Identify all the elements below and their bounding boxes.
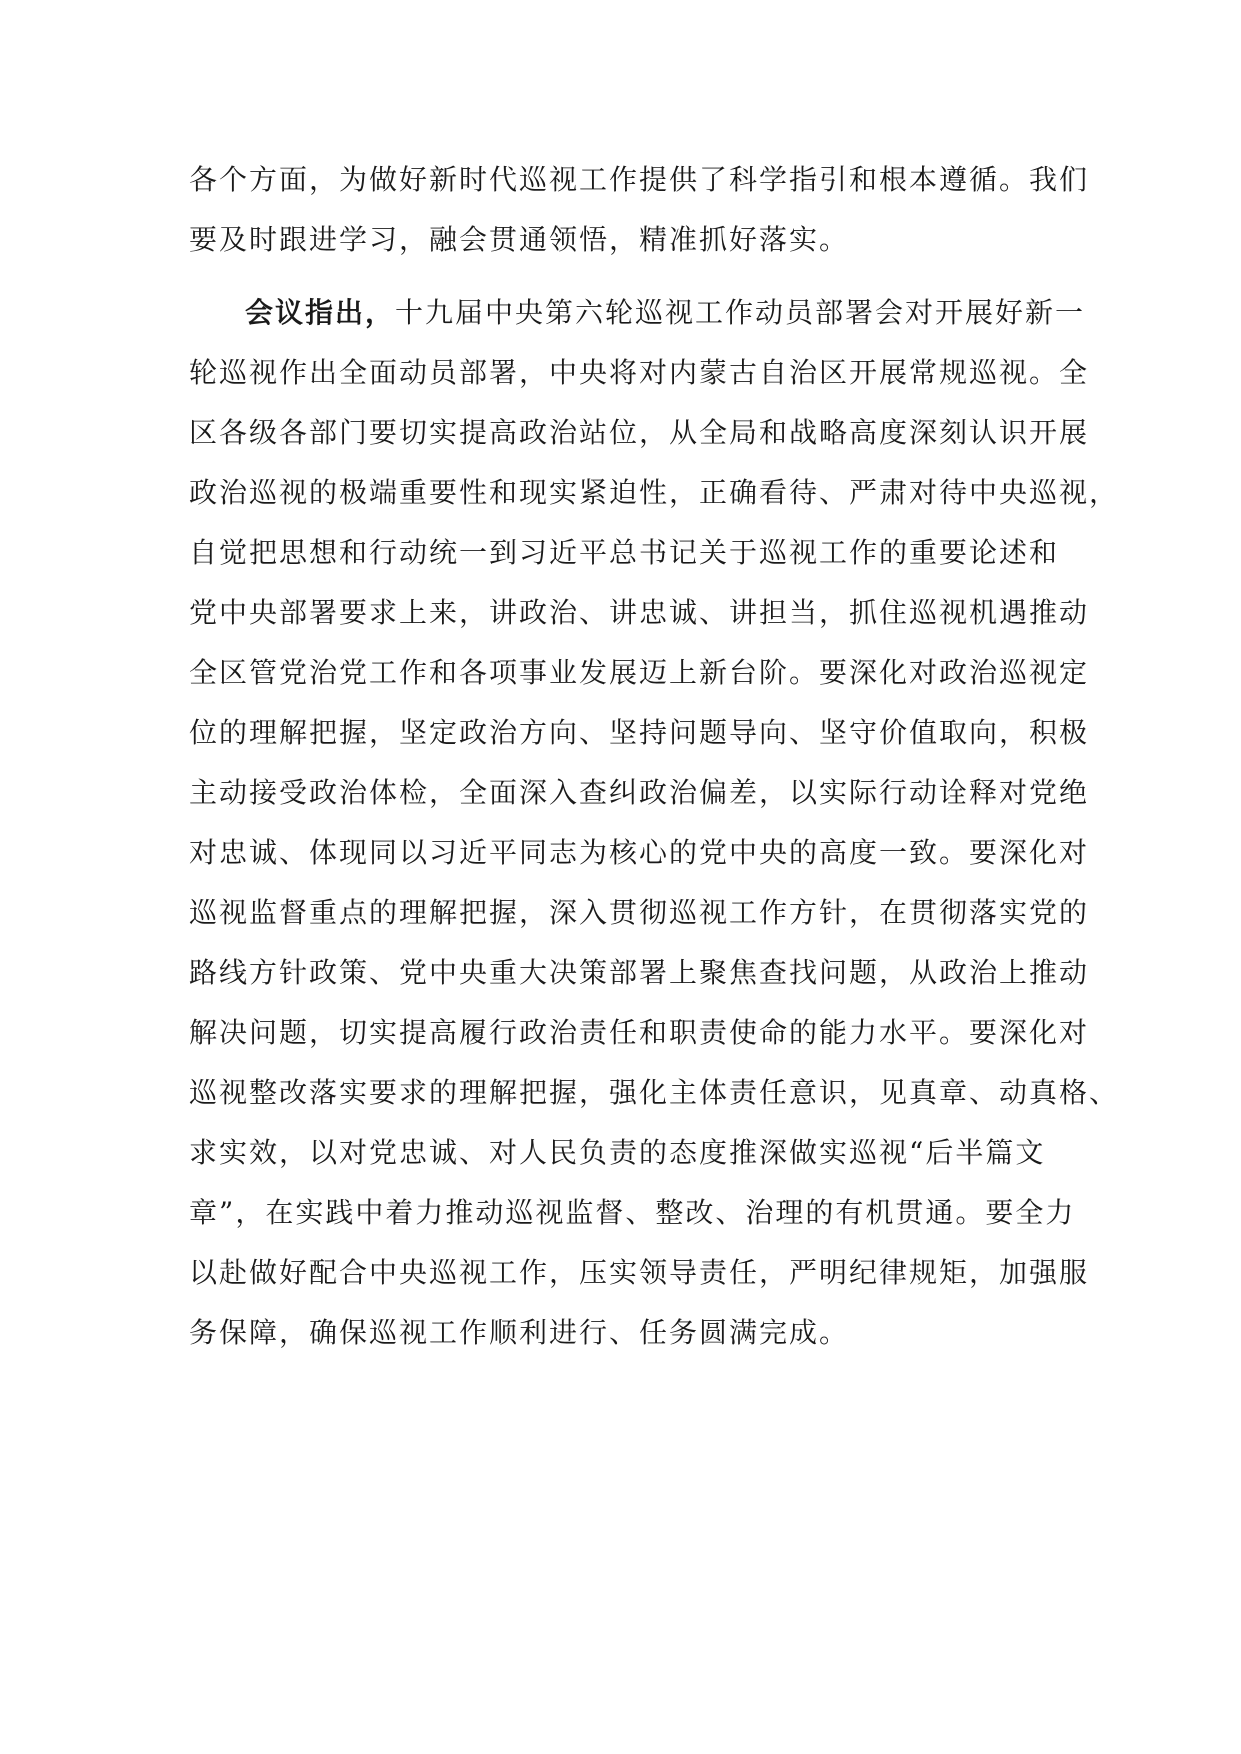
paragraph-2-line-8: 位的理解把握，坚定政治方向、坚持问题导向、坚守价值取向，积极 [189, 716, 1090, 749]
paragraph-1 [189, 150, 1090, 270]
paragraph-2-line-5: 自觉把思想和行动统一到习近平总书记关于巡视工作的重要论述和 [189, 536, 1060, 569]
paragraph-2-line-17: 以赴做好配合中央巡视工作，压实领导责任，严明纪律规矩，加强服 [189, 1256, 1090, 1289]
paragraph-1-line-2: 要及时跟进学习，融会贯通领悟，精准抓好落实。 [189, 223, 850, 256]
paragraph-2-line-7: 全区管党治党工作和各项事业发展迈上新台阶。要深化对政治巡视定 [189, 656, 1090, 689]
paragraph-2-line-14: 巡视整改落实要求的理解把握，强化主体责任意识，见真章、动真格、 [189, 1076, 1120, 1109]
paragraph-2-line-16: 章”，在实践中着力推动巡视监督、整改、治理的有机贯通。要全力 [189, 1196, 1076, 1229]
paragraph-lead-phrase: 会议指出， [245, 296, 396, 329]
paragraph-2-line-13: 解决问题，切实提高履行政治责任和职责使命的能力水平。要深化对 [189, 1016, 1090, 1049]
paragraph-2-line-9: 主动接受政治体检，全面深入查纠政治偏差，以实际行动诠释对党绝 [189, 776, 1090, 809]
paragraph-2-line-1 [189, 283, 1086, 343]
paragraph-2-line-18: 务保障，确保巡视工作顺利进行、任务圆满完成。 [189, 1316, 850, 1349]
paragraph-2-line-11: 巡视监督重点的理解把握，深入贯彻巡视工作方针，在贯彻落实党的 [189, 896, 1090, 929]
paragraph-2-line-2: 轮巡视作出全面动员部署，中央将对内蒙古自治区开展常规巡视。全 [189, 356, 1090, 389]
paragraph-2-line-4: 政治巡视的极端重要性和现实紧迫性，正确看待、严肃对待中央巡视， [189, 476, 1120, 509]
paragraph-2 [189, 283, 1120, 1363]
paragraph-2-line-12: 路线方针政策、党中央重大决策部署上聚焦查找问题，从政治上推动 [189, 956, 1090, 989]
paragraph-2-line-15: 求实效，以对党忠诚、对人民负责的态度推深做实巡视“后半篇文 [189, 1136, 1046, 1169]
paragraph-1-line-1: 各个方面，为做好新时代巡视工作提供了科学指引和根本遵循。我们 [189, 163, 1090, 196]
paragraph-2-line-6: 党中央部署要求上来，讲政治、讲忠诚、讲担当，抓住巡视机遇推动 [189, 596, 1090, 629]
paragraph-2-line-3: 区各级各部门要切实提高政治站位，从全局和战略高度深刻认识开展 [189, 416, 1090, 449]
paragraph-2-first-line-text: 十九届中央第六轮巡视工作动员部署会对开展好新一 [395, 296, 1086, 329]
paragraph-2-line-10: 对忠诚、体现同以习近平同志为核心的党中央的高度一致。要深化对 [189, 836, 1090, 869]
